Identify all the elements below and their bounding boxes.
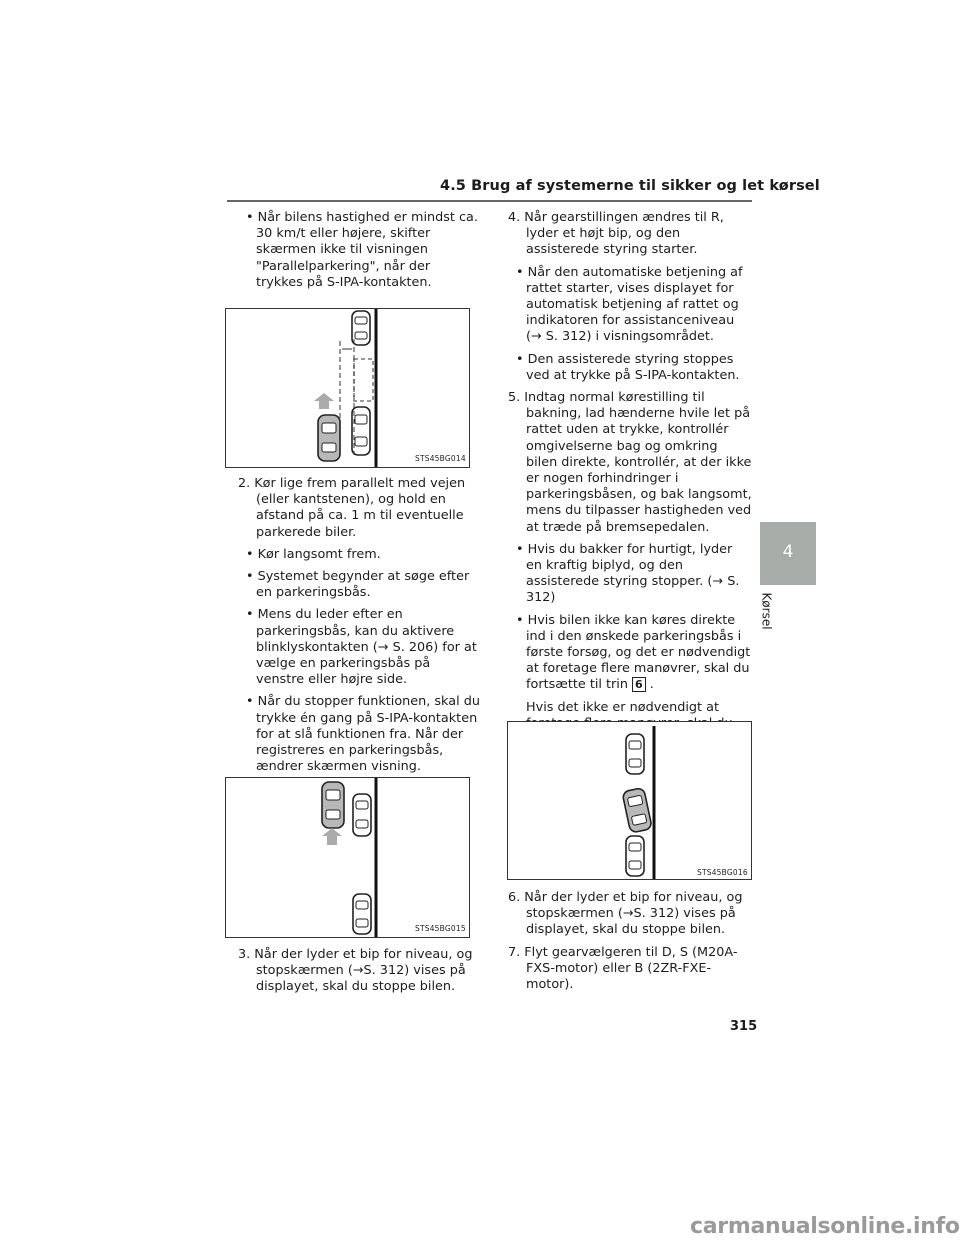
step-ref-6[interactable]: 6 (632, 677, 646, 692)
left-column-bottom (230, 947, 480, 1002)
parking-space-outline (354, 359, 373, 401)
own-car (322, 782, 344, 828)
chapter-label-wrap (759, 590, 784, 640)
chapter-label: Kørsel (759, 592, 774, 630)
figure-3-code: STS45BG016 (697, 868, 748, 877)
step-5: 5. Indtag normal kørestilling til bakning, lad hænderne hvile let på rattet uden at trykke, kontrollér omgivelserne bag og omkring bilen direkte, kontrollér, at der ikke er nogen forhindringer i parkeringsbåsen, og bak langsomt, mens du tilpasser hastigheden ved at træde på bremsepedalen. (508, 390, 752, 535)
parked-car-top (352, 311, 370, 345)
figure-1-drawing (226, 309, 469, 467)
parked-car-top (353, 794, 371, 836)
figure-2 (225, 777, 470, 938)
right-column-top (500, 210, 752, 754)
figure-2-code: STS45BG015 (415, 924, 466, 933)
right-column-bottom (500, 890, 752, 999)
header-divider (227, 200, 752, 202)
figure-3-drawing (508, 722, 751, 879)
step-7: 7. Flyt gearvælgeren til D, S (M20A-FXS-motor) eller B (2ZR-FXE-motor). (508, 944, 738, 993)
step-5-bullet-2: • Hvis bilen ikke kan køres direkte ind i den ønskede parkeringsbås i første forsøg, og det er nødvendigt at foretage flere manøvrer, skal du fortsætte til trin 6 . (516, 612, 751, 693)
parked-car-bottom (353, 894, 371, 934)
step-2: 2. Kør lige frem parallelt med vejen (eller kantstenen), og hold en afstand på ca. 1 m til eventuelle parkerede biler. (238, 476, 466, 540)
step-2-bullet-3: • Mens du leder efter en parkeringsbås, kan du aktivere blinklyskontakten (→ S. 206) for at vælge en parkeringsbås på venstre eller højre side. (246, 607, 477, 688)
figure-1-code: STS45BG014 (415, 454, 466, 463)
parked-car-bottom (352, 407, 370, 455)
step-2-bullet-4: • Når du stopper funktionen, skal du trykke én gang på S-IPA-kontakten for at slå funktionen fra. Når der registreres en parkeringsbås, ændrer skærmen visning. (246, 694, 480, 775)
step-4-bullet-1: • Når den automatiske betjening af rattet starter, vises displayet for automatisk betjening af rattet og indikatoren for assistanceniveau (→ S. 312) i visningsområdet. (516, 264, 743, 345)
step-4: 4. Når gearstillingen ændres til R, lyder et højt bip, og den assisterede styring starter. (508, 210, 724, 258)
left-column-top (230, 210, 480, 297)
watermark: carmanualsonline.info (690, 1214, 960, 1239)
own-car (622, 787, 652, 833)
chapter-tab[interactable] (760, 522, 816, 585)
step-2-bullet-1: • Kør langsomt frem. (246, 546, 381, 562)
step-5-bullet-1: • Hvis du bakker for hurtigt, lyder en kraftig biplyd, og den assisterede styring stopper. (→ S. 312) (516, 541, 740, 606)
forward-arrow-icon (322, 828, 342, 845)
page-number: 315 (730, 1019, 758, 1034)
step-2-bullet-2: • Systemet begynder at søge efter en parkeringsbås. (246, 569, 470, 601)
step-4-bullet-2: • Den assisterede styring stoppes ved at trykke på S-IPA-kontakten. (516, 351, 740, 383)
section-header: 4.5 Brug af systemerne til sikker og let kørsel (440, 178, 820, 194)
figure-3 (507, 721, 752, 880)
chapter-number: 4 (782, 542, 794, 562)
parked-car-top (626, 734, 644, 774)
forward-arrow-icon (314, 393, 334, 409)
own-car (318, 415, 340, 461)
step-5-bullet-2-text: • Hvis bilen ikke kan køres direkte ind i den ønskede parkeringsbås i første forsøg, og det er nødvendigt at foretage flere manøvrer, skal du fortsætte til trin (516, 612, 751, 693)
figure-2-drawing (226, 778, 469, 937)
parked-car-bottom (626, 836, 644, 876)
figure-1 (225, 308, 470, 468)
step-3: 3. Når der lyder et bip for niveau, og stopskærmen (→S. 312) vises på displayet, skal du stoppe bilen. (238, 947, 473, 995)
bullet-speed: • Når bilens hastighed er mindst ca. 30 km/t eller højere, skifter skærmen ikke til visningen "Parallelparkering", når der trykkes på S-IPA-kontakten. (246, 210, 478, 290)
step-5-continuation-text: Hvis det ikke er nødvendigt at (526, 699, 719, 715)
left-column-middle (230, 476, 480, 781)
step-6: 6. Når der lyder et bip for niveau, og stopskærmen (→S. 312) vises på displayet, skal du stoppe bilen. (508, 890, 743, 938)
